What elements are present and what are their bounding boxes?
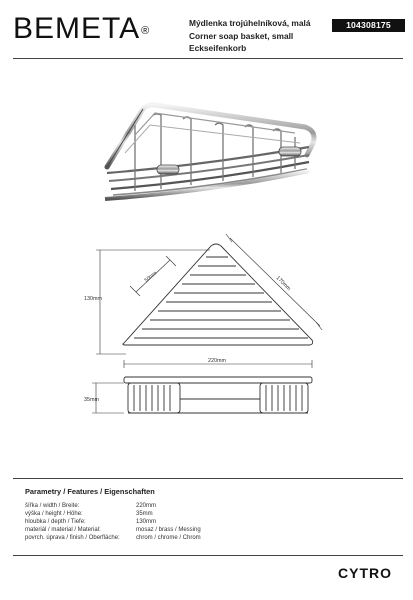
- param-label-height: výška / height / Höhe:: [25, 511, 83, 517]
- top-view-drawing: [80, 230, 340, 370]
- param-label-material: materiál / material / Material:: [25, 527, 101, 533]
- param-value-finish: chrom / chrome / Chrom: [136, 535, 201, 541]
- title-de: Eckseifenkorb: [189, 43, 247, 54]
- registered-mark: ®: [141, 25, 151, 37]
- product-code-badge: 104308175: [332, 19, 405, 32]
- param-label-finish: povrch. úprava / finish / Oberfläche:: [25, 535, 120, 541]
- parameters-divider-top: [13, 478, 403, 479]
- front-view-drawing: [80, 355, 340, 435]
- parameters-title: Parametry / Features / Eigenschaften: [25, 487, 155, 496]
- side-dim-label: 170mm: [274, 275, 292, 293]
- product-titles: [189, 17, 310, 55]
- series-name: CYTRO: [338, 565, 392, 581]
- width-dim-label: 220mm: [208, 358, 226, 364]
- param-label-depth: hloubka / depth / Tiefe:: [25, 519, 86, 525]
- small-dim-label: 50mm: [143, 270, 159, 284]
- param-value-depth: 130mm: [136, 519, 157, 525]
- title-en: Corner soap basket, small: [189, 30, 294, 41]
- footer-divider: [13, 555, 403, 556]
- product-photo: [95, 95, 325, 210]
- title-cz: Mýdlenka trojúhelníková, malá: [189, 18, 311, 28]
- param-value-height: 35mm: [136, 511, 153, 517]
- bemeta-logo: [13, 14, 150, 44]
- param-value-material: mosaz / brass / Messing: [136, 527, 201, 533]
- param-value-width: 220mm: [136, 503, 157, 509]
- param-label-width: šířka / width / Breite:: [25, 503, 80, 509]
- depth-dim-label: 35mm: [84, 397, 99, 403]
- header-divider: [13, 58, 403, 59]
- height-dim-label: 130mm: [84, 296, 102, 302]
- logo-text: BEMETA: [13, 12, 141, 45]
